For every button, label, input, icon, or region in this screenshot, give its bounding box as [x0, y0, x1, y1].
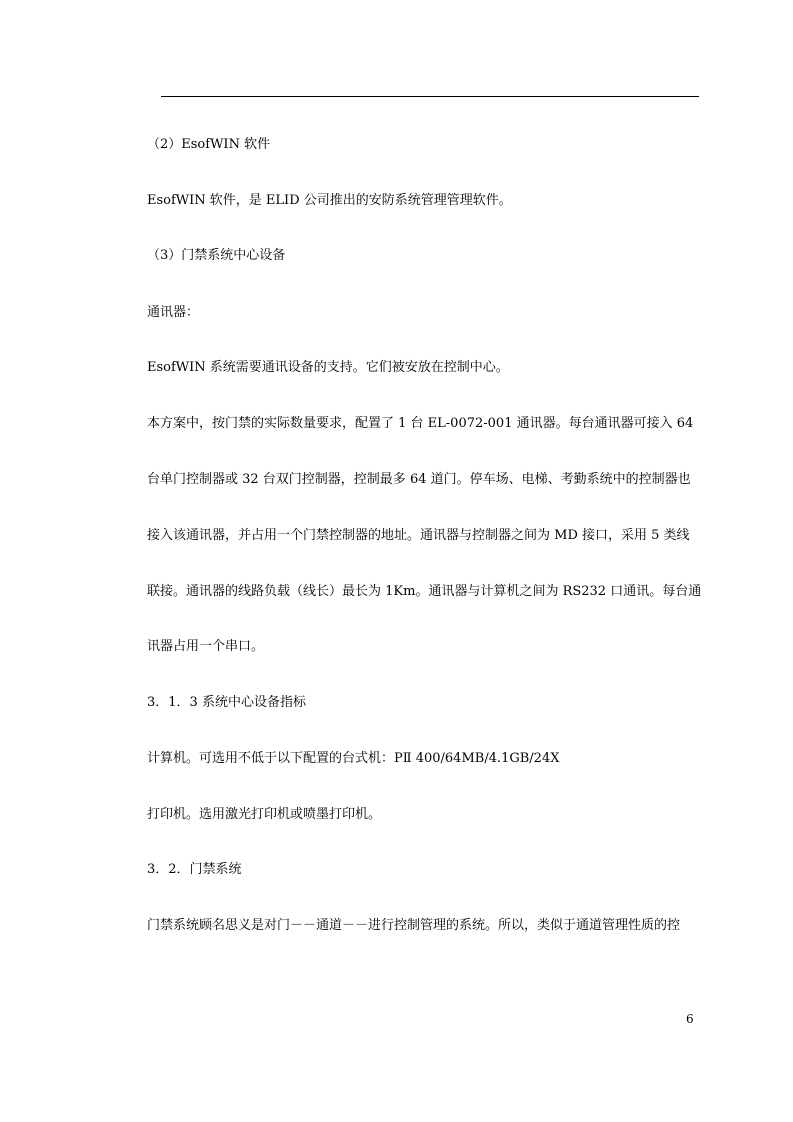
section-heading-center-equipment: （3）门禁系统中心设备 [147, 248, 286, 263]
page-number: 6 [686, 1012, 694, 1026]
paragraph-line: 打印机。选用激光打印机或喷墨打印机。 [147, 807, 382, 822]
header-rule [161, 96, 699, 97]
paragraph-line: 接入该通讯器，并占用一个门禁控制器的地址。通讯器与控制器之间为 MD 接口，采用 5 类线 [147, 528, 690, 543]
paragraph-line: 台单门控制器或 32 台双门控制器，控制最多 64 道门。停车场、电梯、考勤系统中的控制器也 [147, 472, 691, 487]
paragraph-line: 本方案中，按门禁的实际数量要求，配置了 1 台 EL-0072-001 通讯器。每台通讯器可接入 64 [147, 416, 694, 431]
paragraph-line: 联接。通讯器的线路负载（线长）最长为 1Km。通讯器与计算机之间为 RS232 口通讯。每台通 [147, 584, 702, 599]
paragraph-line: 门禁系统顾名思义是对门－－通道－－进行控制管理的系统。所以，类似于通道管理性质的控 [147, 918, 681, 933]
paragraph-line: 通讯器： [147, 305, 200, 320]
section-heading-access-control: 3．2．门禁系统 [147, 862, 242, 877]
paragraph-line: 计算机。可选用不低于以下配置的台式机：PⅡ 400/64MB/4.1GB/24X [147, 751, 560, 766]
paragraph-line: EsofWIN 软件，是 ELID 公司推出的安防系统管理管理软件。 [147, 193, 512, 208]
section-heading-esofwin: （2）EsofWIN 软件 [147, 137, 271, 152]
paragraph-line: EsofWIN 系统需要通讯设备的支持。它们被安放在控制中心。 [147, 360, 509, 375]
section-heading-indicators: 3．1．3 系统中心设备指标 [147, 695, 306, 710]
paragraph-line: 讯器占用一个串口。 [147, 639, 265, 654]
